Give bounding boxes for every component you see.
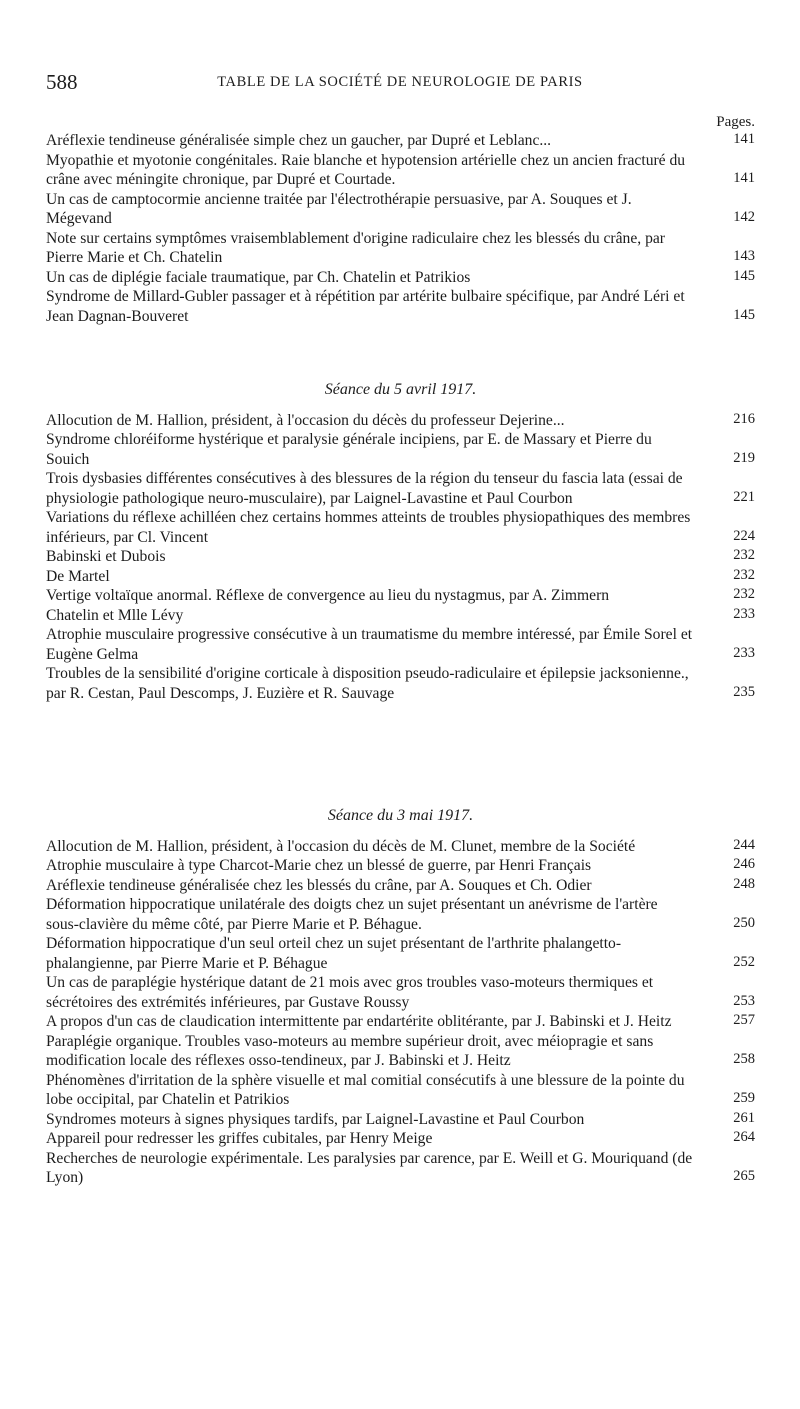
toc-entry-page: 244 (733, 836, 755, 853)
toc-entry-page: 141 (733, 170, 755, 186)
toc-entry-page: 221 (733, 488, 755, 505)
toc-entry (46, 190, 755, 229)
toc-entry-text: Déformation hippocratique d'un seul orteil chez un sujet présentant de l'arthrite phalangetto-phalangienne, par Pierre Marie et P. Béhague (46, 935, 622, 972)
toc-entry-page: 233 (733, 644, 755, 661)
toc-entry (46, 1110, 755, 1130)
toc-entry (46, 837, 755, 857)
toc-entry-page: 252 (733, 953, 755, 970)
toc-entry-text: Allocution de M. Hallion, président, à l'occasion du décès du professeur Dejerine... (46, 411, 565, 429)
toc-entry-text: Trois dysbasies différentes consécutives à des blessures de la région du tenseur du fascia lata (essai de physiologie pathologique neuro-musculaire), par Laignel-Lavastine et Paul Courbon (46, 470, 683, 507)
toc-entry (46, 586, 755, 606)
toc-entry (46, 508, 755, 547)
toc-entry-page: 265 (733, 1168, 755, 1184)
section-entries-1 (46, 131, 755, 326)
toc-entry-text: Syndrome de Millard-Gubler passager et à répétition par artérite bulbaire spécifique, par André Léri et Jean Dagnan-Bouveret (46, 288, 685, 325)
toc-entry-page: 141 (733, 131, 755, 147)
toc-entry-text: De Martel (46, 567, 110, 585)
toc-entry-page: 253 (733, 992, 755, 1009)
section-heading: Séance du 3 mai 1917. (327, 807, 474, 824)
pages-column-label: Pages. (716, 114, 755, 130)
toc-entry (46, 411, 755, 431)
running-header (46, 70, 754, 96)
toc-entry-page: 246 (733, 856, 755, 872)
toc-entry-page: 235 (733, 683, 755, 700)
toc-entry (46, 268, 755, 288)
toc-entry-page: 257 (733, 1012, 755, 1028)
toc-entry-page: 232 (733, 586, 755, 602)
toc-entry-text: Syndromes moteurs à signes physiques tardifs, par Laignel-Lavastine et Paul Courbon (46, 1110, 585, 1128)
seance-5-avril-section (46, 380, 755, 703)
toc-entry-text: Phénomènes d'irritation de la sphère visuelle et mal comitial consécutifs à une blessure de la pointe du lobe occipital, par Chatelin et Patrikios (46, 1071, 685, 1108)
toc-entry-page: 259 (733, 1090, 755, 1106)
toc-entry-page: 224 (733, 527, 755, 544)
toc-entry (46, 895, 755, 934)
toc-entry-text: Un cas de diplégie faciale traumatique, par Ch. Chatelin et Patrikios (46, 268, 471, 286)
toc-entry-text: Syndrome chloréiforme hystérique et paralysie générale incipiens, par E. de Massary et Pierre du Souich (46, 431, 652, 468)
section-heading: Séance du 5 avril 1917. (324, 381, 477, 398)
toc-entry (46, 1071, 755, 1110)
toc-entry (46, 856, 755, 876)
toc-entry-page: 261 (733, 1109, 755, 1126)
toc-entry (46, 131, 755, 151)
toc-entry-text: Atrophie musculaire progressive consécutive à un traumatisme du membre intéressé, par Émile Sorel et Eugène Gelma (46, 626, 693, 663)
toc-entry (46, 1032, 755, 1071)
toc-entry-page: 145 (733, 306, 755, 323)
toc-entry-page: 216 (733, 410, 755, 427)
toc-entry (46, 1129, 755, 1149)
toc-entry (46, 934, 755, 973)
toc-entry-text: Atrophie musculaire à type Charcot-Marie chez un blessé de guerre, par Henri Français (46, 857, 592, 874)
toc-entry (46, 229, 755, 268)
toc-entry (46, 664, 755, 703)
toc-entry (46, 625, 755, 664)
toc-entry-text: Un cas de paraplégie hystérique datant de 21 mois avec gros troubles vaso-moteurs thermiques et sécrétoires des extrémités inférieures, par Gustave Roussy (46, 974, 654, 1011)
toc-entry-page: 233 (733, 605, 755, 622)
toc-entry-page: 258 (733, 1051, 755, 1067)
toc-entry (46, 567, 755, 587)
toc-entry (46, 287, 755, 326)
toc-entry (46, 430, 755, 469)
toc-entry-page: 145 (733, 267, 755, 284)
toc-entry (46, 876, 755, 896)
toc-entry (46, 973, 755, 1012)
toc-entry-page: 143 (733, 248, 755, 264)
toc-entry-text: Recherches de neurologie expérimentale. Les paralysies par carence, par E. Weill et G. Mouriquand (de Lyon) (46, 1149, 693, 1186)
toc-entry-text: Variations du réflexe achilléen chez certains hommes atteints de troubles physiopathiques des membres inférieurs, par Cl. Vincent (46, 509, 691, 546)
toc-entry-text: Déformation hippocratique unilatérale des doigts chez un sujet présentant un anévrisme de l'artère sous-clavière du même côté, par Pierre Marie et P. Béhague. (46, 896, 658, 933)
toc-entry (46, 469, 755, 508)
toc-entry-page: 264 (733, 1129, 755, 1145)
toc-entry-text: Note sur certains symptômes vraisemblablement d'origine radiculaire chez les blessés du crâne, par Pierre Marie et Ch. Chatelin (46, 229, 665, 266)
toc-entry-text: Aréflexie tendineuse généralisée chez les blessés du crâne, par A. Souques et Ch. Odier (46, 876, 592, 894)
toc-entry-text: A propos d'un cas de claudication intermittente par endartérite oblitérante, par J. Babinski et J. Heitz (46, 1013, 672, 1030)
toc-entry-text: Myopathie et myotonie congénitales. Raie blanche et hypotension artérielle chez un ancien fracturé du crâne avec méningite chronique, par Dupré et Courtade. (46, 151, 686, 188)
toc-entry-text: Vertige voltaïque anormal. Réflexe de convergence au lieu du nystagmus, par A. Zimmern (46, 587, 610, 604)
toc-entry-text: Aréflexie tendineuse généralisée simple chez un gaucher, par Dupré et Leblanc... (46, 132, 552, 149)
toc-entry (46, 606, 755, 626)
toc-entry-text: Troubles de la sensibilité d'origine corticale à disposition pseudo-radiculaire et épilepsie jacksonienne., par R. Cestan, Paul Descomps, J. Euzière et R. Sauvage (46, 665, 689, 702)
toc-entry (46, 1012, 755, 1032)
seance-3-mai-section (46, 806, 755, 1188)
toc-entry-text: Chatelin et Mlle Lévy (46, 606, 184, 624)
toc-entry-page: 142 (733, 209, 755, 225)
toc-entry-page: 232 (733, 547, 755, 563)
toc-entry-text: Babinski et Dubois (46, 548, 166, 565)
toc-entry-page: 250 (733, 914, 755, 931)
toc-entry (46, 547, 755, 567)
toc-entry-text: Un cas de camptocormie ancienne traitée par l'électrothérapie persuasive, par A. Souques et J. Mégevand (46, 190, 632, 227)
toc-entry-text: Paraplégie organique. Troubles vaso-moteurs au membre supérieur droit, avec méiopragie et sans modification locale des réflexes osso-tendineux, par J. Babinski et J. Heitz (46, 1032, 654, 1069)
toc-entry (46, 1149, 755, 1188)
toc-entry (46, 151, 755, 190)
toc-entry-text: Appareil pour redresser les griffes cubitales, par Henry Meige (46, 1130, 433, 1147)
page-number: 588 (46, 70, 78, 94)
toc-entry-page: 219 (733, 449, 755, 466)
toc-entry-page: 232 (733, 566, 755, 583)
page-header-title: TABLE DE LA SOCIÉTÉ DE NEUROLOGIE DE PARIS (217, 74, 583, 90)
toc-entry-text: Allocution de M. Hallion, président, à l'occasion du décès de M. Clunet, membre de la Société (46, 837, 636, 855)
toc-entry-page: 248 (733, 875, 755, 892)
